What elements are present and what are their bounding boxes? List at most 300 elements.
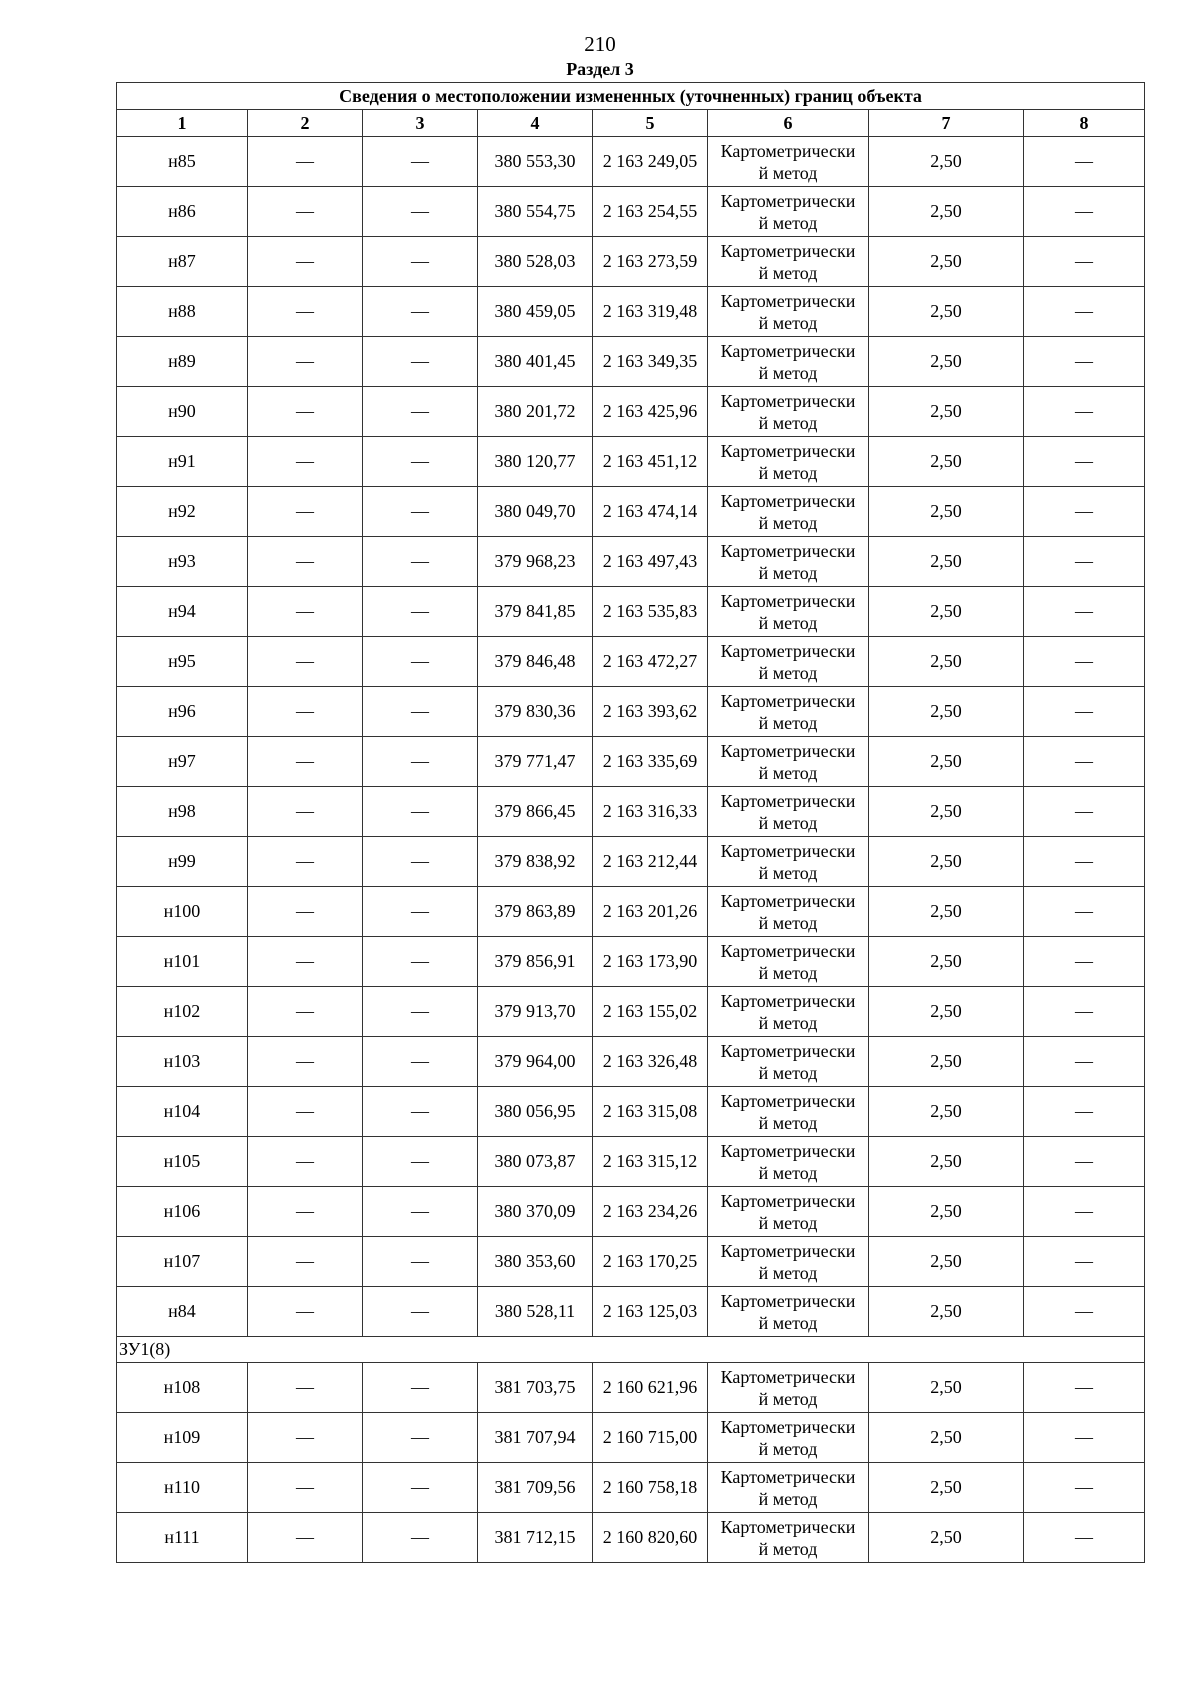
empty-cell: — (1024, 737, 1145, 787)
empty-cell: — (363, 637, 478, 687)
empty-cell: — (1024, 1463, 1145, 1513)
y-coordinate-cell: 2 160 758,18 (593, 1463, 708, 1513)
column-header: 2 (248, 110, 363, 137)
method-line: Картометрически (720, 390, 856, 411)
point-name-cell: н89 (117, 337, 248, 387)
table-row (117, 337, 1145, 387)
point-name-cell: н107 (117, 1237, 248, 1287)
method-line: й метод (758, 1312, 818, 1333)
method-line: й метод (758, 512, 818, 533)
method-line: й метод (758, 1012, 818, 1033)
table-row (117, 1037, 1145, 1087)
empty-cell: — (363, 1363, 478, 1413)
column-header: 3 (363, 110, 478, 137)
column-header: 1 (117, 110, 248, 137)
empty-cell: — (248, 387, 363, 437)
method-line: Картометрически (720, 290, 856, 311)
method-line: й метод (758, 762, 818, 783)
method-cell (708, 787, 869, 837)
table-row (117, 637, 1145, 687)
method-line: й метод (758, 462, 818, 483)
empty-cell: — (248, 1413, 363, 1463)
table-row (117, 1513, 1145, 1563)
method-cell (708, 887, 869, 937)
method-cell (708, 537, 869, 587)
y-coordinate-cell: 2 160 621,96 (593, 1363, 708, 1413)
method-line: Картометрически (720, 1466, 856, 1487)
method-cell (708, 287, 869, 337)
accuracy-cell: 2,50 (869, 1137, 1024, 1187)
empty-cell: — (363, 487, 478, 537)
section-title: Раздел 3 (566, 59, 634, 79)
point-name-cell: н97 (117, 737, 248, 787)
empty-cell: — (248, 787, 363, 837)
x-coordinate-cell: 380 528,03 (478, 237, 593, 287)
point-name-cell: н103 (117, 1037, 248, 1087)
empty-cell: — (363, 537, 478, 587)
accuracy-cell: 2,50 (869, 1237, 1024, 1287)
method-line: й метод (758, 162, 818, 183)
point-name-cell: н104 (117, 1087, 248, 1137)
point-name-cell: н88 (117, 287, 248, 337)
table-row (117, 587, 1145, 637)
accuracy-cell: 2,50 (869, 787, 1024, 837)
y-coordinate-cell: 2 163 273,59 (593, 237, 708, 287)
empty-cell: — (248, 1187, 363, 1237)
table-row (117, 787, 1145, 837)
method-cell (708, 1137, 869, 1187)
empty-cell: — (1024, 437, 1145, 487)
empty-cell: — (248, 887, 363, 937)
y-coordinate-cell: 2 163 316,33 (593, 787, 708, 837)
accuracy-cell: 2,50 (869, 687, 1024, 737)
empty-cell: — (1024, 837, 1145, 887)
method-line: й метод (758, 362, 818, 383)
method-line: Картометрически (720, 440, 856, 461)
method-cell (708, 1413, 869, 1463)
empty-cell: — (248, 837, 363, 887)
y-coordinate-cell: 2 163 212,44 (593, 837, 708, 887)
x-coordinate-cell: 380 120,77 (478, 437, 593, 487)
empty-cell: — (363, 737, 478, 787)
point-name-cell: н94 (117, 587, 248, 637)
empty-cell: — (248, 1137, 363, 1187)
point-name-cell: н93 (117, 537, 248, 587)
empty-cell: — (1024, 337, 1145, 387)
x-coordinate-cell: 380 201,72 (478, 387, 593, 437)
x-coordinate-cell: 381 707,94 (478, 1413, 593, 1463)
y-coordinate-cell: 2 163 125,03 (593, 1287, 708, 1337)
point-name-cell: н91 (117, 437, 248, 487)
empty-cell: — (248, 1363, 363, 1413)
x-coordinate-cell: 379 856,91 (478, 937, 593, 987)
accuracy-cell: 2,50 (869, 1413, 1024, 1463)
y-coordinate-cell: 2 163 326,48 (593, 1037, 708, 1087)
empty-cell: — (363, 387, 478, 437)
empty-cell: — (248, 987, 363, 1037)
y-coordinate-cell: 2 163 234,26 (593, 1187, 708, 1237)
empty-cell: — (248, 187, 363, 237)
y-coordinate-cell: 2 163 173,90 (593, 937, 708, 987)
x-coordinate-cell: 380 353,60 (478, 1237, 593, 1287)
method-cell (708, 687, 869, 737)
method-line: й метод (758, 612, 818, 633)
empty-cell: — (363, 1413, 478, 1463)
empty-cell: — (363, 137, 478, 187)
empty-cell: — (248, 937, 363, 987)
y-coordinate-cell: 2 163 155,02 (593, 987, 708, 1037)
empty-cell: — (248, 1463, 363, 1513)
accuracy-cell: 2,50 (869, 637, 1024, 687)
method-line: й метод (758, 562, 818, 583)
method-line: Картометрически (720, 590, 856, 611)
method-cell (708, 487, 869, 537)
accuracy-cell: 2,50 (869, 887, 1024, 937)
method-line: й метод (758, 1538, 818, 1559)
x-coordinate-cell: 379 830,36 (478, 687, 593, 737)
empty-cell: — (1024, 187, 1145, 237)
accuracy-cell: 2,50 (869, 337, 1024, 387)
point-name-cell: н109 (117, 1413, 248, 1463)
empty-cell: — (363, 787, 478, 837)
method-line: й метод (758, 962, 818, 983)
method-cell (708, 737, 869, 787)
accuracy-cell: 2,50 (869, 1087, 1024, 1137)
x-coordinate-cell: 379 863,89 (478, 887, 593, 937)
table-row (117, 1413, 1145, 1463)
page-number: 210 (584, 32, 616, 56)
method-cell (708, 1513, 869, 1563)
method-cell (708, 1037, 869, 1087)
method-cell (708, 1237, 869, 1287)
y-coordinate-cell: 2 163 335,69 (593, 737, 708, 787)
empty-cell: — (1024, 387, 1145, 437)
empty-cell: — (363, 187, 478, 237)
table-row (117, 887, 1145, 937)
empty-cell: — (248, 637, 363, 687)
x-coordinate-cell: 379 866,45 (478, 787, 593, 837)
empty-cell: — (248, 537, 363, 587)
empty-cell: — (248, 687, 363, 737)
method-line: й метод (758, 1488, 818, 1509)
point-name-cell: н92 (117, 487, 248, 537)
x-coordinate-cell: 380 056,95 (478, 1087, 593, 1137)
method-cell (708, 1363, 869, 1413)
empty-cell: — (1024, 1187, 1145, 1237)
x-coordinate-cell: 379 846,48 (478, 637, 593, 687)
y-coordinate-cell: 2 163 425,96 (593, 387, 708, 437)
y-coordinate-cell: 2 163 201,26 (593, 887, 708, 937)
table-row (117, 487, 1145, 537)
group-label: ЗУ1(8) (117, 1337, 1145, 1363)
point-name-cell: н101 (117, 937, 248, 987)
accuracy-cell: 2,50 (869, 587, 1024, 637)
table-row (117, 1187, 1145, 1237)
x-coordinate-cell: 380 554,75 (478, 187, 593, 237)
accuracy-cell: 2,50 (869, 737, 1024, 787)
y-coordinate-cell: 2 163 474,14 (593, 487, 708, 537)
point-name-cell: н84 (117, 1287, 248, 1337)
empty-cell: — (1024, 1413, 1145, 1463)
empty-cell: — (1024, 787, 1145, 837)
method-line: й метод (758, 912, 818, 933)
y-coordinate-cell: 2 163 393,62 (593, 687, 708, 737)
method-cell (708, 587, 869, 637)
method-line: Картометрически (720, 1140, 856, 1161)
accuracy-cell: 2,50 (869, 1513, 1024, 1563)
y-coordinate-cell: 2 163 170,25 (593, 1237, 708, 1287)
empty-cell: — (363, 1287, 478, 1337)
point-name-cell: н106 (117, 1187, 248, 1237)
empty-cell: — (1024, 1513, 1145, 1563)
y-coordinate-cell: 2 160 715,00 (593, 1413, 708, 1463)
empty-cell: — (1024, 537, 1145, 587)
accuracy-cell: 2,50 (869, 537, 1024, 587)
method-cell (708, 387, 869, 437)
method-cell (708, 1287, 869, 1337)
table-header-row (117, 110, 1145, 137)
method-line: Картометрически (720, 1090, 856, 1111)
x-coordinate-cell: 379 838,92 (478, 837, 593, 887)
table-row (117, 387, 1145, 437)
method-line: Картометрически (720, 1516, 856, 1537)
table-row (117, 187, 1145, 237)
method-cell (708, 987, 869, 1037)
method-line: Картометрически (720, 1290, 856, 1311)
point-name-cell: н87 (117, 237, 248, 287)
point-name-cell: н90 (117, 387, 248, 437)
empty-cell: — (248, 1287, 363, 1337)
table-row (117, 1363, 1145, 1413)
point-name-cell: н96 (117, 687, 248, 737)
method-line: Картометрически (720, 940, 856, 961)
x-coordinate-cell: 380 049,70 (478, 487, 593, 537)
empty-cell: — (1024, 1137, 1145, 1187)
empty-cell: — (1024, 237, 1145, 287)
table-row (117, 1087, 1145, 1137)
column-header: 6 (708, 110, 869, 137)
empty-cell: — (248, 237, 363, 287)
method-line: Картометрически (720, 1416, 856, 1437)
y-coordinate-cell: 2 163 254,55 (593, 187, 708, 237)
empty-cell: — (363, 1463, 478, 1513)
table-row (117, 987, 1145, 1037)
y-coordinate-cell: 2 163 535,83 (593, 587, 708, 637)
accuracy-cell: 2,50 (869, 487, 1024, 537)
x-coordinate-cell: 381 703,75 (478, 1363, 593, 1413)
y-coordinate-cell: 2 163 349,35 (593, 337, 708, 387)
empty-cell: — (363, 1087, 478, 1137)
empty-cell: — (363, 587, 478, 637)
table-row (117, 937, 1145, 987)
empty-cell: — (363, 237, 478, 287)
empty-cell: — (248, 1237, 363, 1287)
empty-cell: — (363, 1513, 478, 1563)
accuracy-cell: 2,50 (869, 1037, 1024, 1087)
method-line: Картометрически (720, 340, 856, 361)
point-name-cell: н110 (117, 1463, 248, 1513)
empty-cell: — (1024, 137, 1145, 187)
empty-cell: — (1024, 487, 1145, 537)
y-coordinate-cell: 2 160 820,60 (593, 1513, 708, 1563)
table-row (117, 287, 1145, 337)
empty-cell: — (248, 287, 363, 337)
method-line: й метод (758, 412, 818, 433)
point-name-cell: н108 (117, 1363, 248, 1413)
accuracy-cell: 2,50 (869, 1363, 1024, 1413)
y-coordinate-cell: 2 163 451,12 (593, 437, 708, 487)
x-coordinate-cell: 380 370,09 (478, 1187, 593, 1237)
empty-cell: — (1024, 1037, 1145, 1087)
x-coordinate-cell: 380 073,87 (478, 1137, 593, 1187)
method-line: Картометрически (720, 790, 856, 811)
column-header: 7 (869, 110, 1024, 137)
point-name-cell: н105 (117, 1137, 248, 1187)
empty-cell: — (248, 487, 363, 537)
empty-cell: — (1024, 1363, 1145, 1413)
table-caption: Сведения о местоположении измененных (уточненных) границ объекта (117, 83, 1145, 110)
method-line: й метод (758, 1262, 818, 1283)
point-name-cell: н99 (117, 837, 248, 887)
method-line: Картометрически (720, 990, 856, 1011)
method-line: й метод (758, 862, 818, 883)
method-line: Картометрически (720, 640, 856, 661)
method-line: Картометрически (720, 490, 856, 511)
empty-cell: — (1024, 287, 1145, 337)
method-line: Картометрически (720, 1366, 856, 1387)
table-row (117, 1287, 1145, 1337)
table-row (117, 537, 1145, 587)
table-body (117, 137, 1145, 1563)
empty-cell: — (248, 587, 363, 637)
method-line: Картометрически (720, 140, 856, 161)
method-cell (708, 137, 869, 187)
method-cell (708, 337, 869, 387)
x-coordinate-cell: 379 841,85 (478, 587, 593, 637)
empty-cell: — (363, 937, 478, 987)
method-line: й метод (758, 1062, 818, 1083)
point-name-cell: н102 (117, 987, 248, 1037)
empty-cell: — (1024, 687, 1145, 737)
table-row (117, 687, 1145, 737)
method-line: й метод (758, 1162, 818, 1183)
method-cell (708, 937, 869, 987)
method-cell (708, 1463, 869, 1513)
method-line: Картометрически (720, 1040, 856, 1061)
point-name-cell: н100 (117, 887, 248, 937)
method-line: й метод (758, 312, 818, 333)
method-line: Картометрически (720, 1190, 856, 1211)
column-header: 5 (593, 110, 708, 137)
method-cell (708, 187, 869, 237)
empty-cell: — (248, 137, 363, 187)
y-coordinate-cell: 2 163 319,48 (593, 287, 708, 337)
empty-cell: — (363, 337, 478, 387)
point-name-cell: н95 (117, 637, 248, 687)
x-coordinate-cell: 380 553,30 (478, 137, 593, 187)
accuracy-cell: 2,50 (869, 987, 1024, 1037)
empty-cell: — (363, 287, 478, 337)
y-coordinate-cell: 2 163 249,05 (593, 137, 708, 187)
method-cell (708, 237, 869, 287)
table-row (117, 1463, 1145, 1513)
empty-cell: — (248, 337, 363, 387)
method-line: й метод (758, 1388, 818, 1409)
y-coordinate-cell: 2 163 315,12 (593, 1137, 708, 1187)
method-line: й метод (758, 712, 818, 733)
group-row (117, 1337, 1145, 1363)
table-row (117, 1137, 1145, 1187)
method-cell (708, 1187, 869, 1237)
empty-cell: — (1024, 1087, 1145, 1137)
table-row (117, 437, 1145, 487)
method-line: Картометрически (720, 890, 856, 911)
accuracy-cell: 2,50 (869, 1187, 1024, 1237)
empty-cell: — (248, 437, 363, 487)
method-line: й метод (758, 212, 818, 233)
method-line: Картометрически (720, 190, 856, 211)
empty-cell: — (1024, 1237, 1145, 1287)
empty-cell: — (248, 1087, 363, 1137)
accuracy-cell: 2,50 (869, 837, 1024, 887)
x-coordinate-cell: 379 913,70 (478, 987, 593, 1037)
accuracy-cell: 2,50 (869, 137, 1024, 187)
x-coordinate-cell: 380 401,45 (478, 337, 593, 387)
x-coordinate-cell: 379 964,00 (478, 1037, 593, 1087)
accuracy-cell: 2,50 (869, 937, 1024, 987)
x-coordinate-cell: 381 712,15 (478, 1513, 593, 1563)
x-coordinate-cell: 380 528,11 (478, 1287, 593, 1337)
method-cell (708, 637, 869, 687)
method-cell (708, 437, 869, 487)
empty-cell: — (363, 1037, 478, 1087)
point-name-cell: н85 (117, 137, 248, 187)
method-line: Картометрически (720, 690, 856, 711)
empty-cell: — (248, 1513, 363, 1563)
point-name-cell: н98 (117, 787, 248, 837)
method-line: й метод (758, 812, 818, 833)
accuracy-cell: 2,50 (869, 387, 1024, 437)
method-line: Картометрически (720, 540, 856, 561)
method-line: Картометрически (720, 1240, 856, 1261)
empty-cell: — (363, 887, 478, 937)
accuracy-cell: 2,50 (869, 1463, 1024, 1513)
empty-cell: — (1024, 887, 1145, 937)
accuracy-cell: 2,50 (869, 287, 1024, 337)
method-line: й метод (758, 262, 818, 283)
x-coordinate-cell: 379 771,47 (478, 737, 593, 787)
empty-cell: — (1024, 587, 1145, 637)
method-line: Картометрически (720, 840, 856, 861)
table-row (117, 737, 1145, 787)
empty-cell: — (248, 737, 363, 787)
empty-cell: — (248, 1037, 363, 1087)
table-row (117, 237, 1145, 287)
column-header: 8 (1024, 110, 1145, 137)
empty-cell: — (363, 437, 478, 487)
table-caption-row (117, 83, 1145, 110)
point-name-cell: н86 (117, 187, 248, 237)
y-coordinate-cell: 2 163 472,27 (593, 637, 708, 687)
method-line: й метод (758, 1112, 818, 1133)
x-coordinate-cell: 379 968,23 (478, 537, 593, 587)
table-row (117, 1237, 1145, 1287)
accuracy-cell: 2,50 (869, 187, 1024, 237)
coordinates-table (116, 82, 1145, 1563)
method-line: й метод (758, 1212, 818, 1233)
empty-cell: — (1024, 637, 1145, 687)
empty-cell: — (363, 987, 478, 1037)
